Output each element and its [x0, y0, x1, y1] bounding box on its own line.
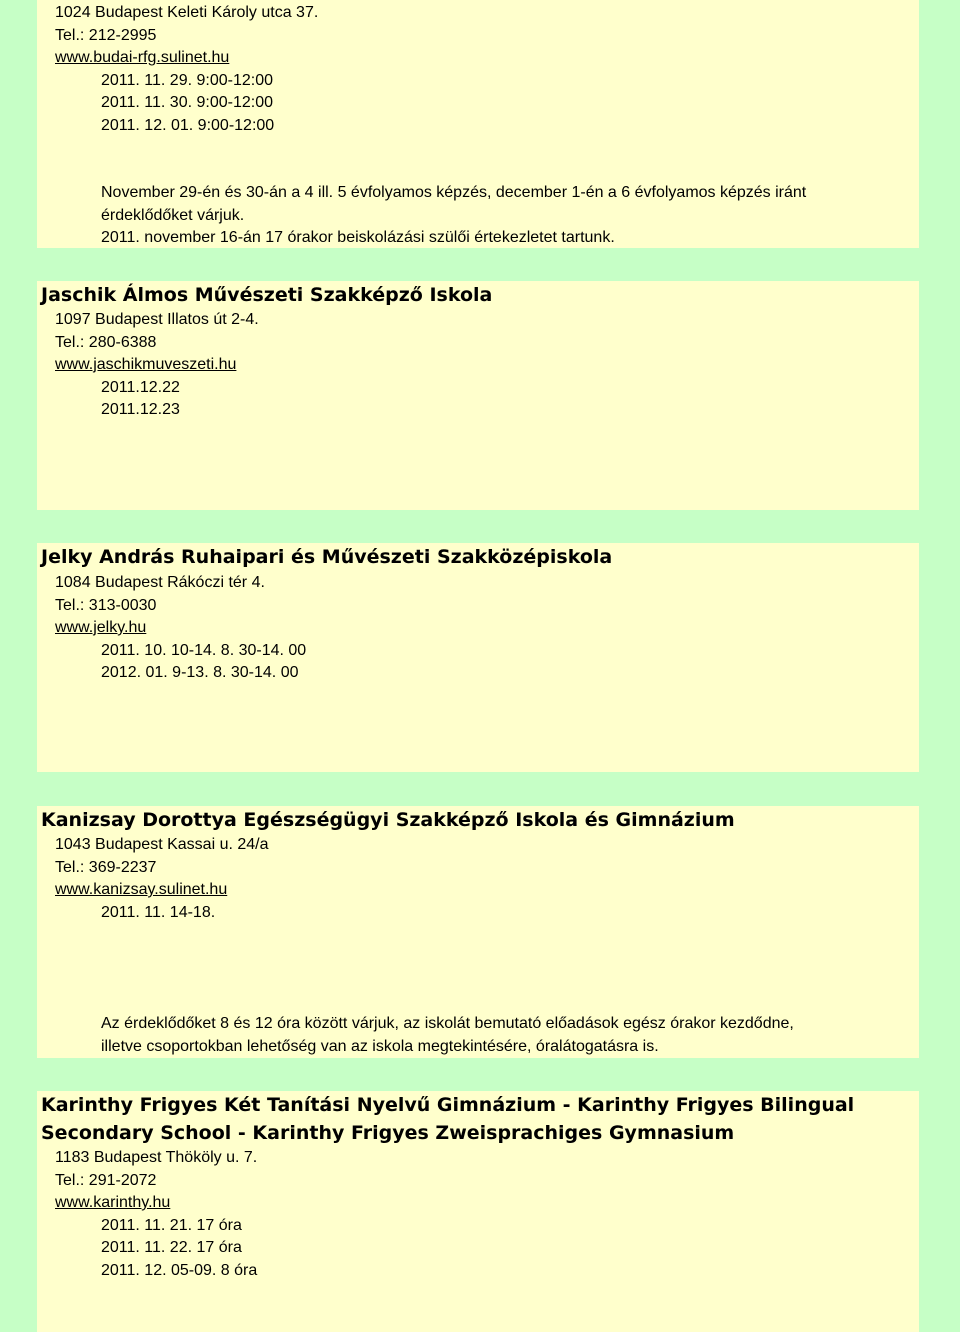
open-day-date: 2011. 11. 29. 9:00-12:00 [101, 71, 273, 89]
school-note: illetve csoportokban lehetőség van az iskola megtekintésére, óralátogatásra is. [101, 1037, 659, 1055]
open-day-date: 2011. 12. 01. 9:00-12:00 [101, 116, 275, 134]
school-website-link[interactable]: www.jaschikmuveszeti.hu [55, 356, 237, 373]
school-address: 1084 Budapest Rákóczi tér 4. [55, 574, 265, 591]
school-name: Jaschik Álmos Művészeti Szakképző Iskola [41, 284, 493, 306]
school-website-link[interactable]: www.karinthy.hu [55, 1194, 171, 1211]
school-address: 1183 Budapest Thököly u. 7. [55, 1149, 258, 1166]
open-day-date: 2011. 11. 21. 17 óra [101, 1216, 242, 1234]
open-day-date: 2011. 11. 30. 9:00-12:00 [101, 94, 273, 111]
school-address: 1024 Budapest Keleti Károly utca 37. [55, 4, 319, 21]
school-entry-jelky [37, 543, 919, 772]
school-phone: Tel.: 291-2072 [55, 1171, 157, 1189]
school-note: Az érdeklődőket 8 és 12 óra között várjuk, az iskolát bemutató előadások egész órakor kezdődne, [101, 1015, 794, 1032]
school-website-link[interactable]: www.jelky.hu [55, 619, 147, 636]
open-day-date: 2011. 12. 05-09. 8 óra [101, 1261, 258, 1279]
school-name: Karinthy Frigyes Két Tanítási Nyelvű Gimnázium - Karinthy Frigyes Bilingual [41, 1094, 855, 1116]
school-name: Jelky András Ruhaipari és Művészeti Szakközépiskola [41, 546, 613, 568]
school-address: 1097 Budapest Illatos út 2-4. [55, 311, 259, 328]
school-entry-jaschik [37, 281, 919, 510]
open-day-date: 2011.12.23 [101, 401, 180, 418]
open-day-date: 2011.12.22 [101, 378, 180, 396]
school-entry-kanizsay [37, 806, 919, 1058]
open-day-date: 2011. 10. 10-14. 8. 30-14. 00 [101, 641, 307, 659]
open-day-date: 2011. 11. 22. 17 óra [101, 1239, 242, 1256]
school-phone: Tel.: 280-6388 [55, 333, 157, 351]
school-entry-budai [37, 0, 919, 248]
school-website-link[interactable]: www.budai-rfg.sulinet.hu [55, 49, 230, 66]
school-entry-karinthy [37, 1091, 919, 1332]
school-address: 1043 Budapest Kassai u. 24/a [55, 836, 269, 853]
school-note: November 29-én és 30-án a 4 ill. 5 évfolyamos képzés, december 1-én a 6 évfolyamos képzés iránt [101, 184, 807, 201]
school-name: Kanizsay Dorottya Egészségügyi Szakképző Iskola és Gimnázium [41, 809, 735, 831]
school-phone: Tel.: 212-2995 [55, 26, 157, 44]
open-day-date: 2011. 11. 14-18. [101, 903, 216, 921]
school-name: Secondary School - Karinthy Frigyes Zweisprachiges Gymnasium [41, 1122, 735, 1144]
school-note: 2011. november 16-án 17 órakor beiskolázási szülői értekezletet tartunk. [101, 229, 615, 246]
school-note: érdeklődőket várjuk. [101, 206, 245, 224]
open-day-date: 2012. 01. 9-13. 8. 30-14. 00 [101, 664, 299, 681]
school-website-link[interactable]: www.kanizsay.sulinet.hu [55, 881, 228, 898]
school-phone: Tel.: 369-2237 [55, 858, 157, 876]
school-phone: Tel.: 313-0030 [55, 596, 157, 614]
